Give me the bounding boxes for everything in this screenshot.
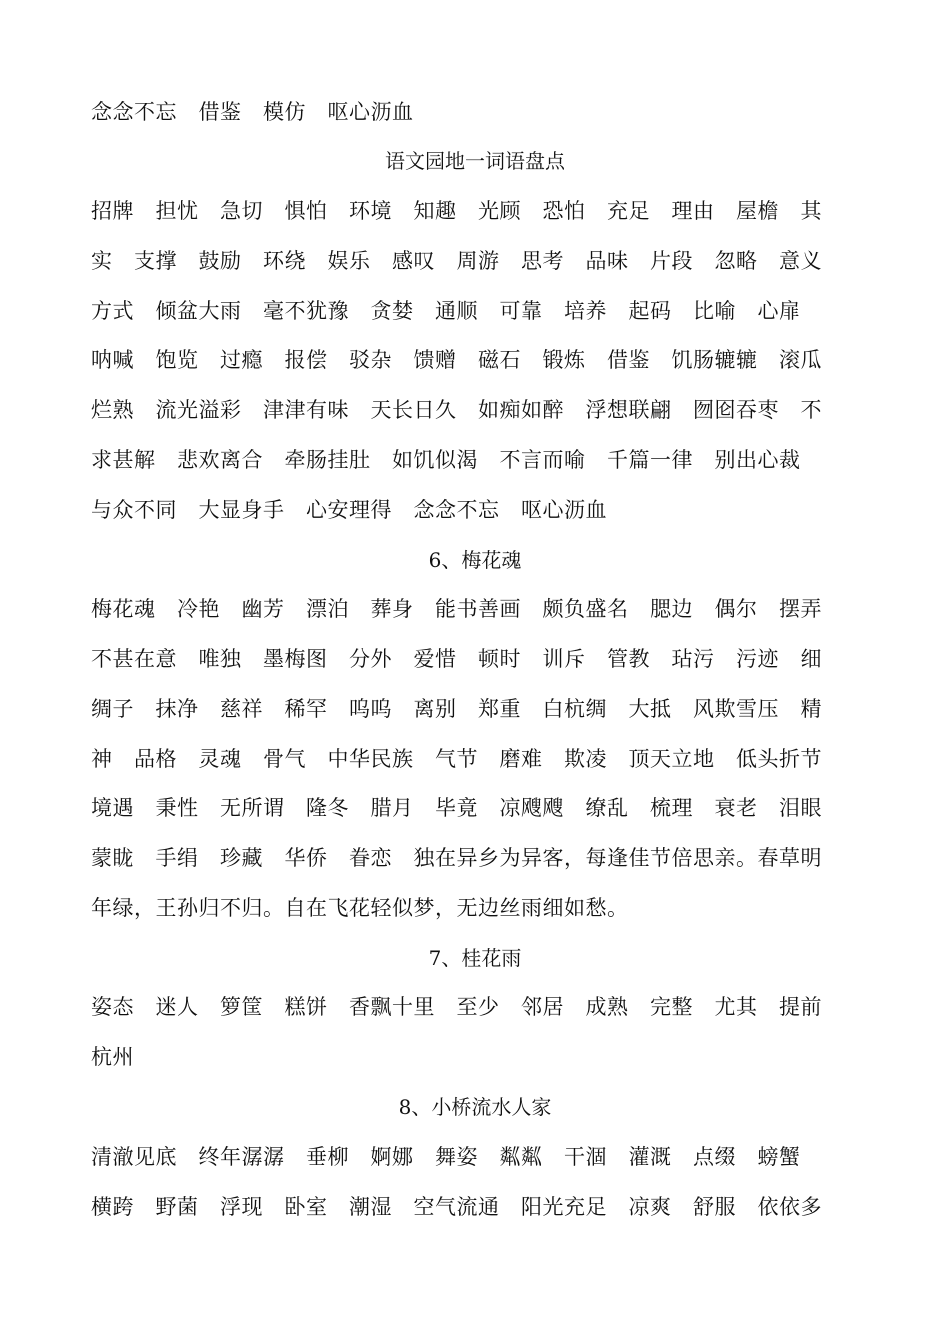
text-line: 横跨 野菌 浮现 卧室 潮湿 空气流通 阳光充足 凉爽 舒服 依依多 bbox=[91, 1195, 822, 1219]
text-line: 念念不忘 借鉴 模仿 呕心沥血 bbox=[91, 100, 414, 124]
text-line: 年绿，王孙归不归。自在飞花轻似梦，无边丝雨细如愁。 bbox=[91, 896, 629, 920]
text-line: 方式 倾盆大雨 毫不犹豫 贪婪 通顺 可靠 培养 起码 比喻 心扉 bbox=[91, 299, 801, 323]
text-line: 烂熟 流光溢彩 津津有味 天长日久 如痴如醉 浮想联翩 囫囵吞枣 不 bbox=[91, 398, 822, 422]
text-line: 实 支撑 鼓励 环绕 娱乐 感叹 周游 思考 品味 片段 忽略 意义 bbox=[91, 249, 822, 273]
text-line: 神 品格 灵魂 骨气 中华民族 气节 磨难 欺凌 顶天立地 低头折节 bbox=[91, 747, 822, 771]
text-line: 求甚解 悲欢离合 牵肠挂肚 如饥似渴 不言而喻 千篇一律 别出心裁 bbox=[91, 448, 801, 472]
text-line: 蒙眬 手绢 珍藏 华侨 眷恋 独在异乡为异客，每逢佳节倍思亲。春草明 bbox=[91, 846, 822, 870]
text-line: 清澈见底 终年潺潺 垂柳 婀娜 舞姿 粼粼 干涸 灌溉 点缀 螃蟹 bbox=[91, 1145, 801, 1169]
text-line: 不甚在意 唯独 墨梅图 分外 爱惜 顿时 训斥 管教 玷污 污迹 细 bbox=[91, 647, 822, 671]
text-line: 与众不同 大显身手 心安理得 念念不忘 呕心沥血 bbox=[91, 498, 607, 522]
section-heading: 7、桂花雨 bbox=[428, 946, 522, 970]
text-line: 境遇 秉性 无所谓 隆冬 腊月 毕竟 凉飕飕 缭乱 梳理 衰老 泪眼 bbox=[91, 796, 822, 820]
text-line: 梅花魂 冷艳 幽芳 漂泊 葬身 能书善画 颇负盛名 腮边 偶尔 摆弄 bbox=[91, 597, 822, 621]
text-line: 姿态 迷人 箩筐 糕饼 香飘十里 至少 邻居 成熟 完整 尤其 提前 bbox=[91, 995, 822, 1019]
section-heading: 语文园地一词语盘点 bbox=[385, 149, 565, 173]
text-line: 绸子 抹净 慈祥 稀罕 呜呜 离别 郑重 白杭绸 大抵 风欺雪压 精 bbox=[91, 697, 822, 721]
text-line: 招牌 担忧 急切 惧怕 环境 知趣 光顾 恐怕 充足 理由 屋檐 其 bbox=[91, 199, 822, 223]
section-heading: 8、小桥流水人家 bbox=[398, 1095, 552, 1119]
text-line: 杭州 bbox=[91, 1045, 134, 1069]
text-line: 呐喊 饱览 过瘾 报偿 驳杂 馈赠 磁石 锻炼 借鉴 饥肠辘辘 滚瓜 bbox=[91, 348, 822, 372]
section-heading: 6、梅花魂 bbox=[428, 548, 522, 572]
